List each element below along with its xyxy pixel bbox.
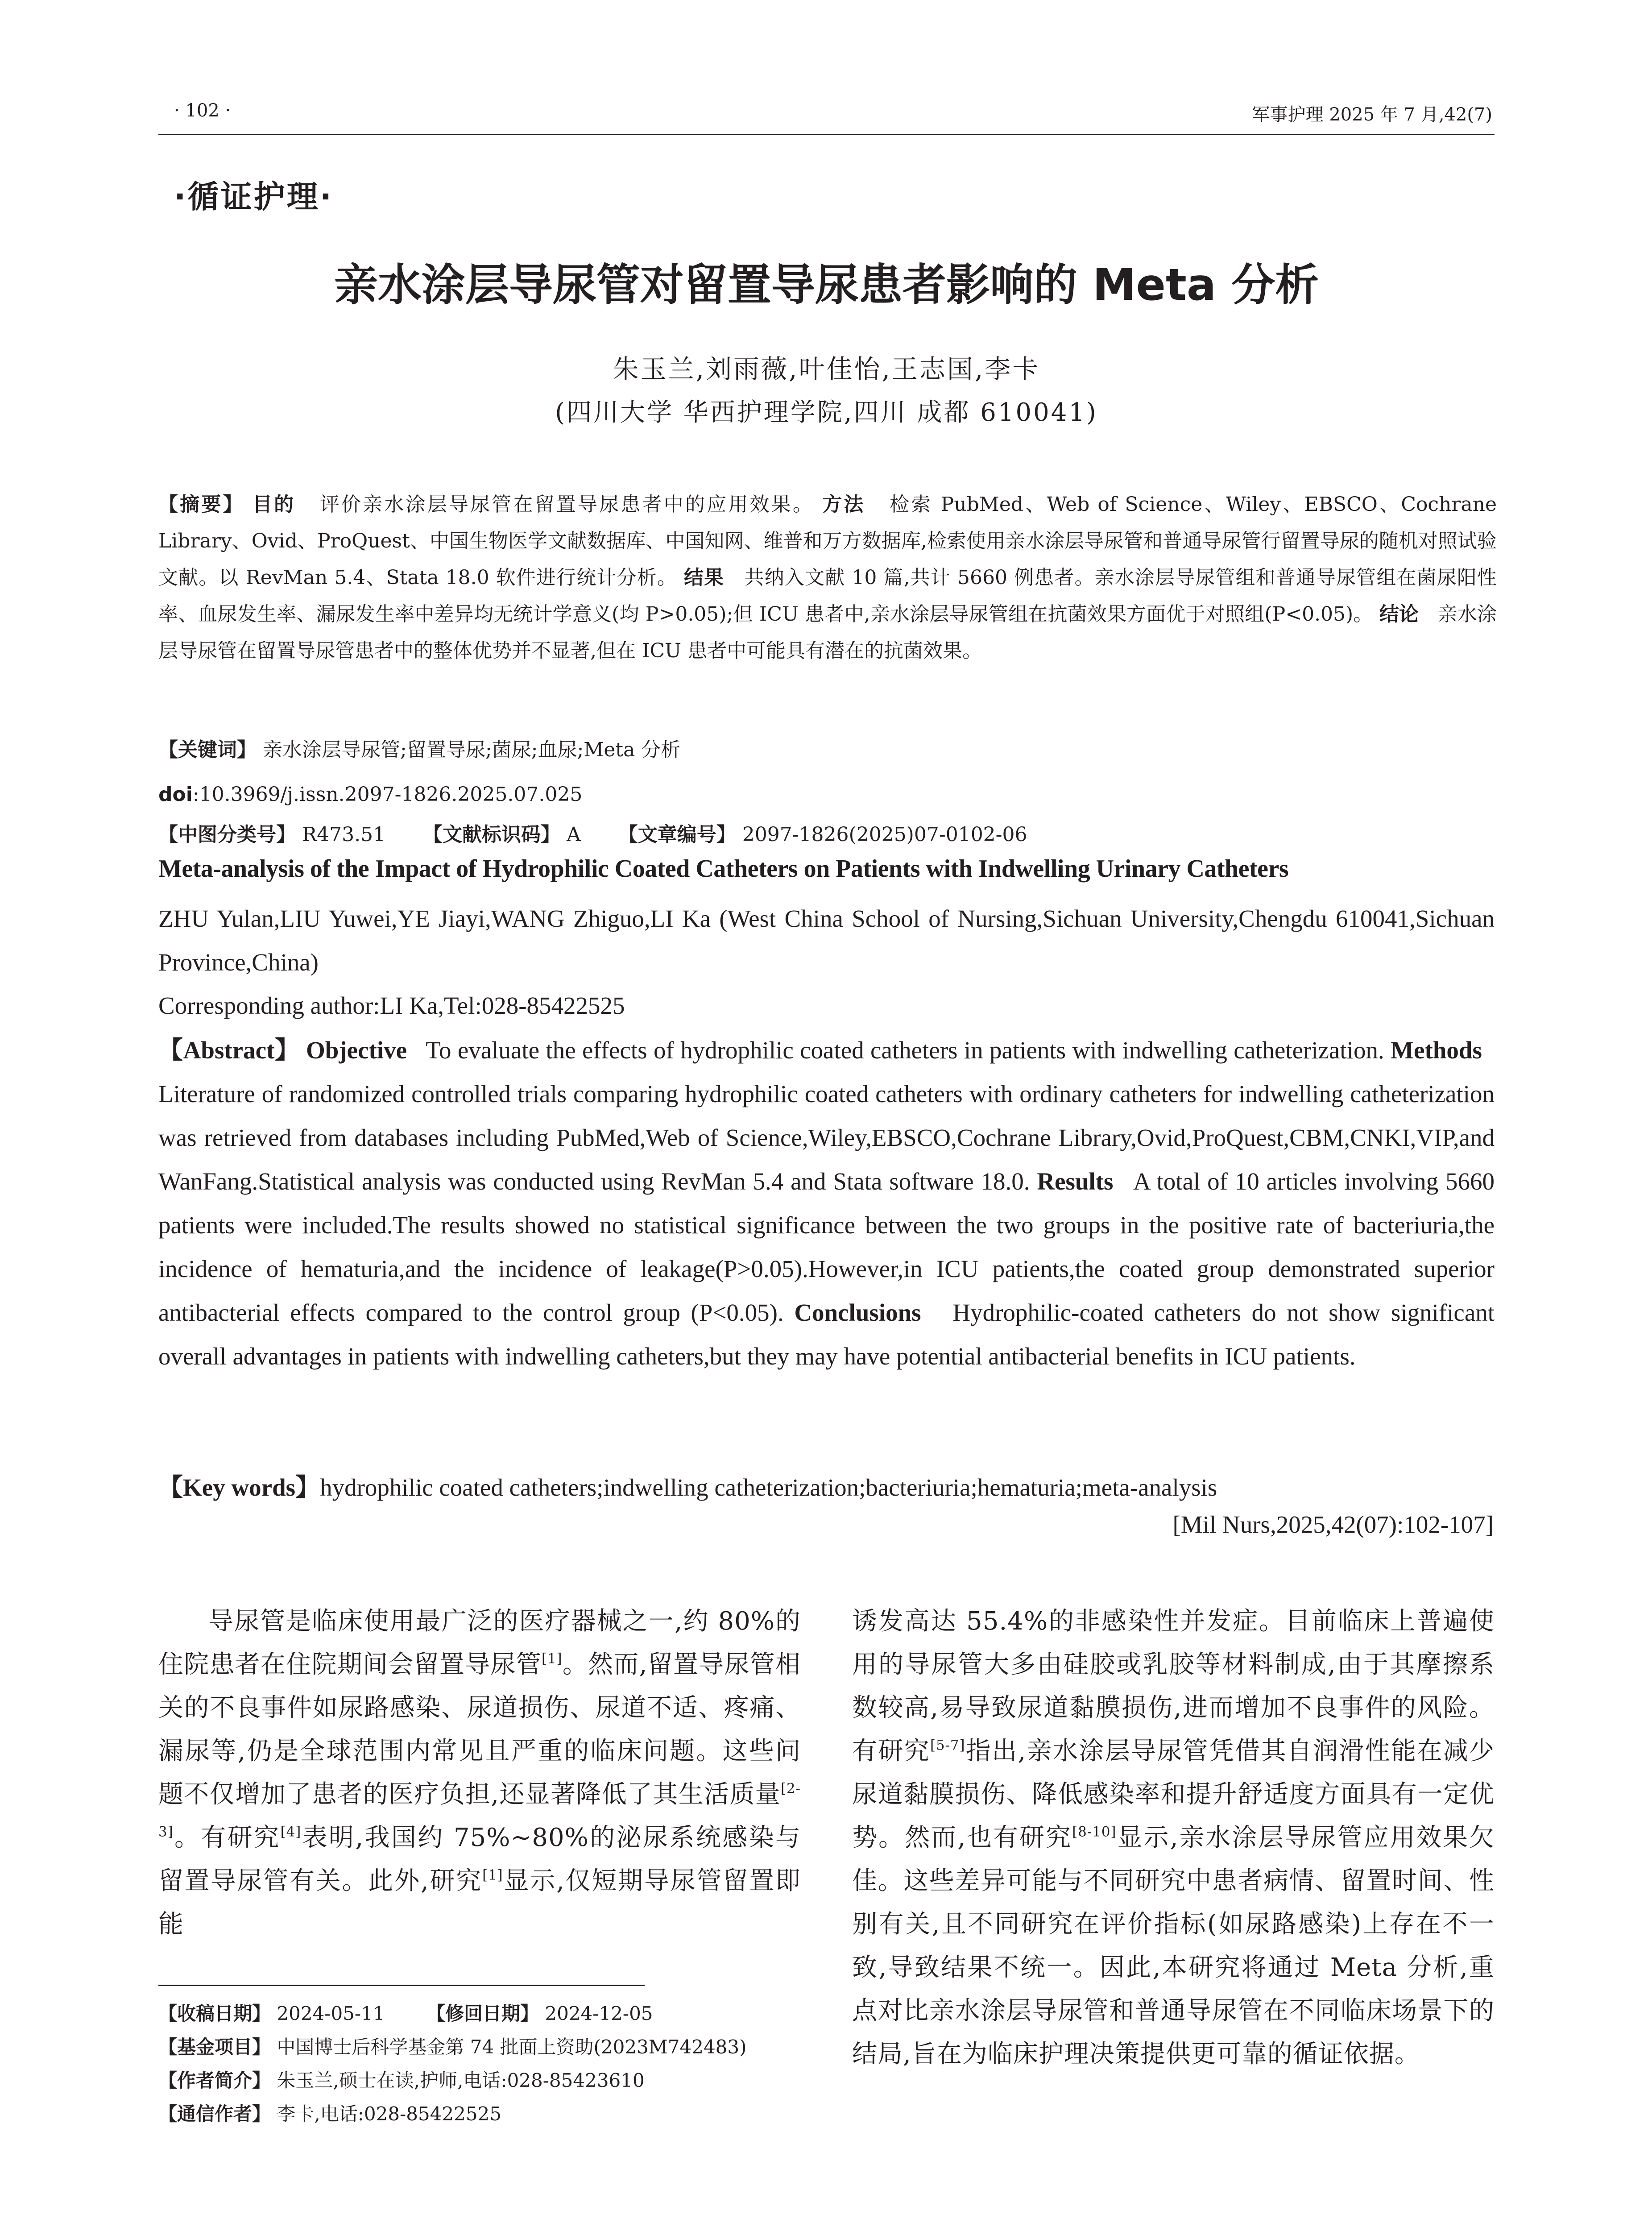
classification-line bbox=[158, 817, 1497, 853]
methods-text: 检索 PubMed、Web of Science、Wiley、EBSCO、Cochrane Library、Ovid、ProQuest、中国生物医学文献数据库、中国知网、维普和万方数据库,检索使用亲水涂层导尿管和普通导尿管行留置导尿的随机对照试验文献。以 RevMan 5.4、Stata 18.0 软件进行统计分析。 bbox=[158, 493, 1497, 589]
en-keywords-text: hydrophilic coated catheters;indwelling catheterization;bacteriuria;hematuria;meta-analysis bbox=[320, 1474, 1217, 1501]
english-abstract bbox=[158, 1028, 1495, 1378]
chinese-abstract bbox=[158, 486, 1497, 669]
footnote-author bbox=[158, 2064, 801, 2097]
body-text: 诱发高达 55.4%的非感染性并发症。目前临床上普遍使用的导尿管大多由硅胶或乳胶等材料制成,由于其摩擦系数较高,易导致尿道黏膜损伤,进而增加不良事件的风险。有研究 bbox=[852, 1607, 1495, 1766]
english-title: Meta-analysis of the Impact of Hydrophilic Coated Catheters on Patients with Indwelling Urinary Catheters bbox=[158, 855, 1289, 883]
abstract-label: 【摘要】 bbox=[158, 493, 244, 516]
objective-text: 评价亲水涂层导尿管在留置导尿患者中的应用效果。 bbox=[319, 493, 815, 516]
doc-code-label: 【文献标识码】 bbox=[423, 823, 561, 846]
reference-mark: [8-10] bbox=[1072, 1824, 1117, 1840]
revised-label: 【修回日期】 bbox=[426, 2003, 539, 2024]
doc-code-value: A bbox=[567, 823, 581, 846]
footnote-corresponding bbox=[158, 2097, 801, 2131]
footnote-dates bbox=[158, 1997, 801, 2030]
reference-mark: [2-3] bbox=[158, 1780, 801, 1840]
revised-date: 2024-12-05 bbox=[545, 2003, 653, 2024]
authors: 朱玉兰,刘雨薇,叶佳怡,王志国,李卡 bbox=[613, 354, 1040, 384]
en-keywords-label: 【Key words】 bbox=[158, 1474, 320, 1501]
doi-text: :10.3969/j.issn.2097-1826.2025.07.025 bbox=[192, 783, 583, 806]
en-conclusions-text: Hydrophilic-coated catheters do not show significant overall advantages in patients with indwelling catheters,but they may have potential antibacterial benefits in ICU patients. bbox=[158, 1299, 1495, 1370]
results-label: 结果 bbox=[684, 566, 725, 589]
body-text: 。有研究 bbox=[173, 1823, 281, 1852]
received-label: 【收稿日期】 bbox=[158, 2003, 271, 2024]
en-methods-text: Literature of randomized controlled trials comparing hydrophilic coated catheters with ordinary catheters for indwelling catheterization was retrieved from databases including PubMed,Web of Science,Wiley,EBSCO,Cochrane Library,Ovid,ProQuest,CBM,CNKI,VIP,and WanFang.Statistical analysis was conducted using RevMan 5.4 and Stata software 18.0. bbox=[158, 1080, 1495, 1195]
body-right-column bbox=[852, 1600, 1495, 2076]
body-text: 表明,我国约 75%~80%的泌尿系统感染与留置导尿管有关。此外,研究 bbox=[158, 1823, 801, 1895]
body-text: 导尿管是临床使用最广泛的医疗器械之一,约 80%的住院患者在住院期间会留置导尿管 bbox=[158, 1607, 801, 1679]
footnote-fund bbox=[158, 2030, 801, 2064]
reference-mark: [1] bbox=[541, 1650, 563, 1667]
en-conclusions-label: Conclusions bbox=[794, 1299, 921, 1326]
objective-label: 目的 bbox=[252, 493, 296, 516]
en-results-text: A total of 10 articles involving 5660 patients were included.The results showed no statistical significance between the two groups in the positive rate of bacteriuria,the incidence of hematuria,and the incidence of leakage(P>0.05).However,in ICU patients,the coated group demonstrated superior antibacterial effects compared to the control group (P<0.05). bbox=[158, 1168, 1495, 1326]
author-bio-text: 朱玉兰,硕士在读,护师,电话:028-85423610 bbox=[277, 2069, 645, 2091]
corr-label: 【通信作者】 bbox=[158, 2103, 271, 2125]
footnote-divider bbox=[158, 1985, 645, 1986]
reference-mark: [4] bbox=[280, 1824, 302, 1840]
clc-value: R473.51 bbox=[302, 823, 386, 846]
affiliation: (四川大学 华西护理学院,四川 成都 610041) bbox=[555, 398, 1098, 427]
article-title: 亲水涂层导尿管对留置导尿患者影响的 Meta 分析 bbox=[334, 260, 1319, 311]
english-authors: ZHU Yulan,LIU Yuwei,YE Jiayi,WANG Zhiguo,LI Ka (West China School of Nursing,Sichuan University,Chengdu 610041,Sichuan Province,China) bbox=[158, 905, 1495, 976]
clc-label: 【中图分类号】 bbox=[158, 823, 296, 846]
en-abstract-label: 【Abstract】 bbox=[158, 1037, 300, 1064]
body-text: 显示,仅短期导尿管留置即能 bbox=[158, 1866, 801, 1939]
article-no-value: 2097-1826(2025)07-0102-06 bbox=[742, 823, 1027, 846]
keywords-text: 亲水涂层导尿管;留置导尿;菌尿;血尿;Meta 分析 bbox=[263, 738, 681, 761]
author-bio-label: 【作者简介】 bbox=[158, 2069, 271, 2091]
journal-info: 军事护理 2025 年 7 月,42(7) bbox=[1252, 104, 1492, 125]
body-text: 指出,亲水涂层导尿管凭借其自润滑性能在减少尿道黏膜损伤、降低感染率和提升舒适度方面具有一定优势。然而,也有研究 bbox=[852, 1737, 1495, 1852]
body-text: 。然而,留置导尿管相关的不良事件如尿路感染、尿道损伤、尿道不适、疼痛、漏尿等,仍是全球范围内常见且严重的临床问题。这些问题不仅增加了患者的医疗负担,还显著降低了其生活质量 bbox=[158, 1650, 801, 1809]
section-label: ·循证护理· bbox=[174, 178, 334, 215]
header-divider bbox=[158, 134, 1495, 135]
methods-label: 方法 bbox=[822, 493, 865, 516]
chinese-keywords bbox=[158, 732, 1497, 768]
en-objective-label: Objective bbox=[306, 1037, 407, 1064]
body-text: 显示,亲水涂层导尿管应用效果欠佳。这些差异可能与不同研究中患者病情、留置时间、性别有关,且不同研究在评价指标(如尿路感染)上存在不一致,导致结果不统一。因此,本研究将通过 Meta 分析,重点对比亲水涂层导尿管和普通导尿管在不同临床场景下的结局,旨在为临床护理决策提供更可靠的循证依据。 bbox=[852, 1823, 1495, 2069]
corresponding-author: Corresponding author:LI Ka,Tel:028-85422525 bbox=[158, 992, 625, 1019]
fund-text: 中国博士后科学基金第 74 批面上资助(2023M742483) bbox=[277, 2036, 747, 2058]
en-results-label: Results bbox=[1037, 1168, 1114, 1195]
en-objective-text: To evaluate the effects of hydrophilic coated catheters in patients with indwelling catheterization. bbox=[426, 1037, 1384, 1064]
doi-label: doi bbox=[158, 783, 193, 806]
citation: [Mil Nurs,2025,42(07):102-107] bbox=[1172, 1511, 1494, 1538]
footnotes bbox=[158, 1997, 801, 2131]
results-text: 共纳入文献 10 篇,共计 5660 例患者。亲水涂层导尿管组和普通导尿管组在菌尿阳性率、血尿发生率、漏尿发生率中差异均无统计学意义(均 P>0.05);但 ICU 患者中,亲水涂层导尿管组在抗菌效果方面优于对照组(P<0.05)。 bbox=[158, 566, 1497, 626]
body-left-column bbox=[158, 1600, 801, 1946]
page-number: · 102 · bbox=[174, 100, 231, 121]
en-methods-label: Methods bbox=[1391, 1037, 1482, 1064]
reference-mark: [1] bbox=[482, 1867, 503, 1883]
conclusion-text: 亲水涂层导尿管在留置导尿管患者中的整体优势并不显著,但在 ICU 患者中可能具有潜在的抗菌效果。 bbox=[158, 603, 1497, 662]
received-date: 2024-05-11 bbox=[277, 2003, 385, 2024]
corr-text: 李卡,电话:028-85422525 bbox=[277, 2103, 502, 2125]
reference-mark: [5-7] bbox=[930, 1737, 965, 1754]
english-keywords bbox=[158, 1466, 1495, 1509]
keywords-label: 【关键词】 bbox=[158, 738, 257, 761]
fund-label: 【基金项目】 bbox=[158, 2036, 271, 2058]
article-no-label: 【文章编号】 bbox=[618, 823, 736, 846]
doi-line bbox=[158, 776, 1497, 813]
conclusion-label: 结论 bbox=[1379, 603, 1419, 626]
